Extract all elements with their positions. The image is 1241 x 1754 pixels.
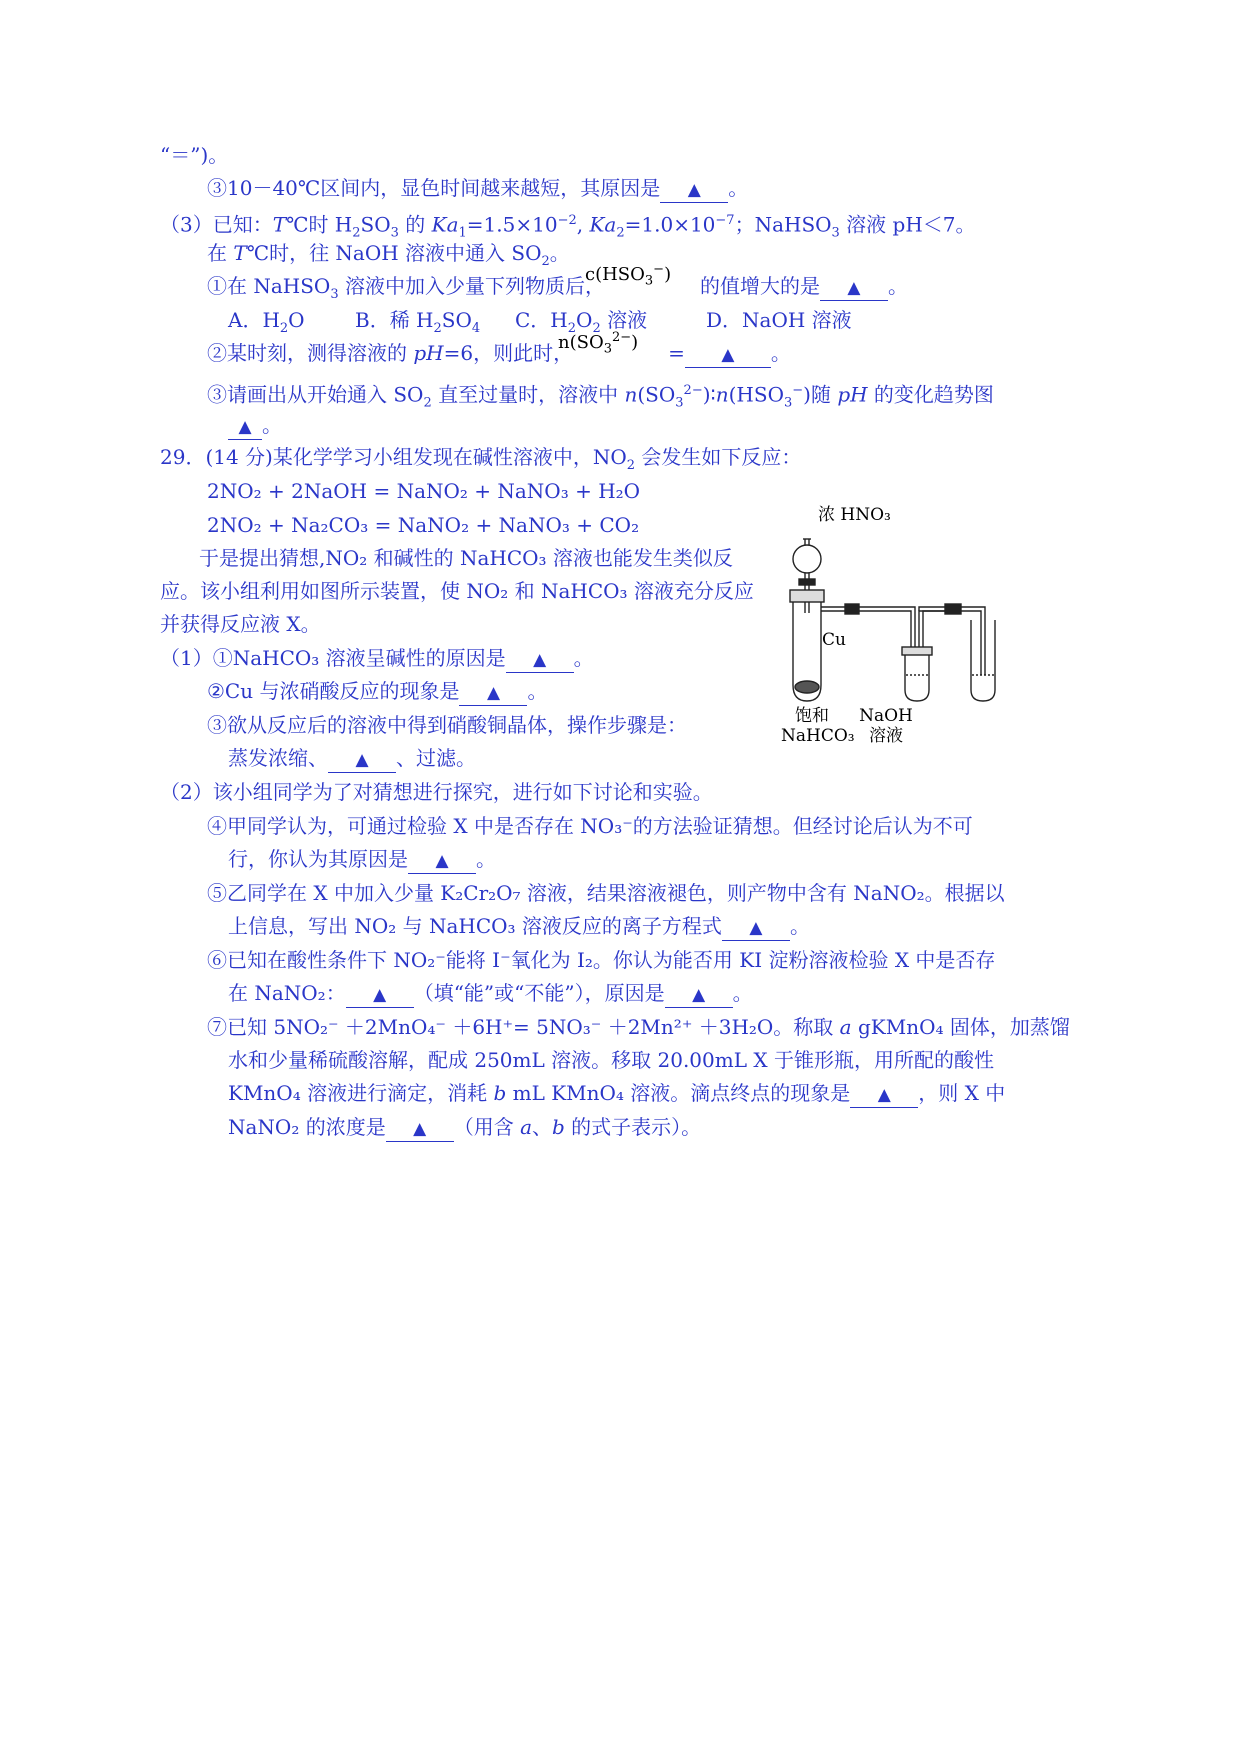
answer-blank[interactable] [660, 176, 728, 203]
label-conc-hno3: 浓 HNO₃ [818, 505, 891, 525]
equation-1: 2NO₂ + 2NaOH = NaNO₂ + NaNO₃ + H₂O [207, 479, 641, 503]
q29-item7-line3: KMnO₄ 溶液进行滴定，消耗 b mL KMnO₄ 溶液。滴点终点的现象是 ▲ ，则 X 中 [228, 1078, 1005, 1108]
q29-heading: 29．(14 分)某化学学习小组发现在碱性溶液中，$NO_2$ 会发生如下反应： [160, 445, 802, 473]
q29-para-1: 于是提出猜想,NO₂ 和碱性的 NaHCO₃ 溶液也能发生类似反 [199, 546, 733, 570]
answer-blank[interactable] [665, 981, 733, 1008]
answer-blank[interactable] [386, 1115, 454, 1142]
triangle-icon: ▲ [373, 985, 387, 1005]
answer-blank[interactable] [722, 914, 790, 941]
reaction-test-tube [793, 602, 821, 701]
label-naoh-solution: NaOH 溶液 [859, 706, 913, 746]
triangle-icon: ▲ [355, 750, 369, 770]
option-d: D．NaOH 溶液 [706, 308, 852, 332]
triangle-icon: ▲ [413, 1119, 427, 1139]
q29-item5-line2: 上信息，写出 NO₂ 与 NaHCO₃ 溶液反应的离子方程式 ▲ 。 [228, 911, 810, 941]
option-a: A．$H_2O$ [228, 308, 305, 336]
q29-item4-line2: 行，你认为其原因是 ▲ 。 [228, 844, 496, 874]
nahco3-test-tube [902, 647, 932, 701]
triangle-icon: ▲ [435, 851, 449, 871]
q28-part3-given: （3）已知：T℃时 $H_2SO_3$ 的 $Ka_1=1.5\times 10^{-2}$, $Ka_2=1.0\times 10^{-7}$；NaHSO$_3$ 溶液 pH＜7。 [160, 212, 976, 241]
q29-item7-line1: ⑦已知 5NO₂⁻ ＋2MnO₄⁻ ＋6H⁺= 5NO₃⁻ ＋2Mn²⁺ ＋3H₂O。称取 a gKMnO₄ 固体，加蒸馏 [207, 1015, 1070, 1039]
q29-item6-line1: ⑥已知在酸性条件下 NO₂⁻能将 I⁻氧化为 I₂。你认为能否用 KI 淀粉溶液检验 X 中是否存 [207, 948, 996, 972]
answer-blank[interactable] [328, 746, 396, 773]
q29-para-3: 并获得反应液 X。 [160, 612, 321, 636]
q29-item7-line2: 水和少量稀硫酸溶解，配成 250mL 溶液。移取 20.00mL X 于锥形瓶，用所配的酸性 [228, 1048, 994, 1072]
answer-blank[interactable] [820, 274, 888, 301]
answer-blank[interactable] [228, 413, 262, 440]
triangle-icon: ▲ [687, 180, 701, 200]
naoh-test-tube [971, 620, 995, 701]
answer-blank[interactable] [685, 341, 771, 368]
triangle-icon: ▲ [238, 417, 252, 437]
q29-part1-item3: ③欲从反应后的溶液中得到硝酸铜晶体，操作步骤是： [207, 713, 687, 737]
label-saturated-nahco3: 饱和 NaHCO₃ [781, 706, 855, 746]
clamp [845, 604, 859, 614]
stopper [790, 590, 824, 602]
option-c: C．$H_2O_2$ 溶液 [515, 308, 648, 336]
q29-para-2: 应。该小组利用如图所示装置，使 NO₂ 和 NaHCO₃ 溶液充分反应 [160, 579, 754, 603]
option-b: B．稀 $H_2SO_4$ [355, 308, 481, 336]
label-cu: Cu [822, 630, 846, 650]
triangle-icon: ▲ [721, 345, 735, 365]
triangle-icon: ▲ [486, 683, 501, 703]
q28-line-eq-close: “＝”)。 [160, 143, 229, 167]
answer-blank[interactable] [346, 981, 414, 1008]
equation-2: 2NO₂ + Na₂CO₃ = NaNO₂ + NaNO₃ + CO₂ [207, 513, 640, 537]
fraction-c-hso3: $c(HSO_3^-)$ [585, 262, 672, 289]
q28-part3-item1: ①在 NaHSO$_3$ 溶液中加入少量下列物质后， 的值增大的是 ▲ 。 [207, 274, 908, 302]
q28-part3-item2: ②某时刻，测得溶液的 pH=6，则此时， = ▲ 。 [207, 338, 791, 368]
q29-item6-line2: 在 NaNO₂： ▲ （填“能”或“不能”），原因是 ▲ 。 [228, 978, 753, 1008]
q29-item7-line4: NaNO₂ 的浓度是 ▲ （用含 a、b 的式子表示）。 [228, 1112, 701, 1142]
answer-blank[interactable] [850, 1081, 918, 1108]
q29-item5-line1: ⑤乙同学在 X 中加入少量 K₂Cr₂O₇ 溶液，结果溶液褪色，则产物中含有 NaNO₂。根据以 [207, 881, 1005, 905]
q29-part1-item2: ②Cu 与浓硝酸反应的现象是 ▲ 。 [207, 676, 547, 706]
q29-part2-intro: （2）该小组同学为了对猜想进行探究，进行如下讨论和实验。 [160, 780, 713, 804]
q28-item3: ③10－40℃区间内，显色时间越来越短，其原因是 ▲ 。 [207, 173, 748, 203]
q29-item4-line1: ④甲同学认为，可通过检验 X 中是否存在 NO₃⁻的方法验证猜想。但经讨论后认为不可 [207, 814, 973, 838]
triangle-icon: ▲ [847, 278, 861, 298]
triangle-icon: ▲ [533, 650, 547, 670]
fraction-n-so3: $n(SO_3^{2-})$ [558, 330, 639, 357]
q29-part1-item3-steps: 蒸发浓缩、 ▲ 、过滤。 [228, 743, 476, 773]
triangle-icon: ▲ [692, 985, 706, 1005]
q28-part3-condition: 在 T℃时，往 NaOH 溶液中通入 $SO_2$。 [207, 241, 570, 269]
triangle-icon: ▲ [749, 918, 763, 938]
answer-blank[interactable] [459, 679, 527, 706]
apparatus-diagram [785, 535, 1015, 705]
q28-graph-blank-line: ▲ 。 [228, 410, 282, 440]
triangle-icon: ▲ [877, 1085, 891, 1105]
answer-blank[interactable] [408, 847, 476, 874]
answer-blank[interactable] [506, 646, 574, 673]
q29-part1-item1: （1）①NaHCO₃ 溶液呈碱性的原因是 ▲ 。 [160, 643, 594, 673]
q28-part3-item3: ③请画出从开始通入 $SO_2$ 直至过量时，溶液中 $n(SO_3^{2-})∶n(HSO_3^-)$随 pH 的变化趋势图 [207, 382, 994, 411]
